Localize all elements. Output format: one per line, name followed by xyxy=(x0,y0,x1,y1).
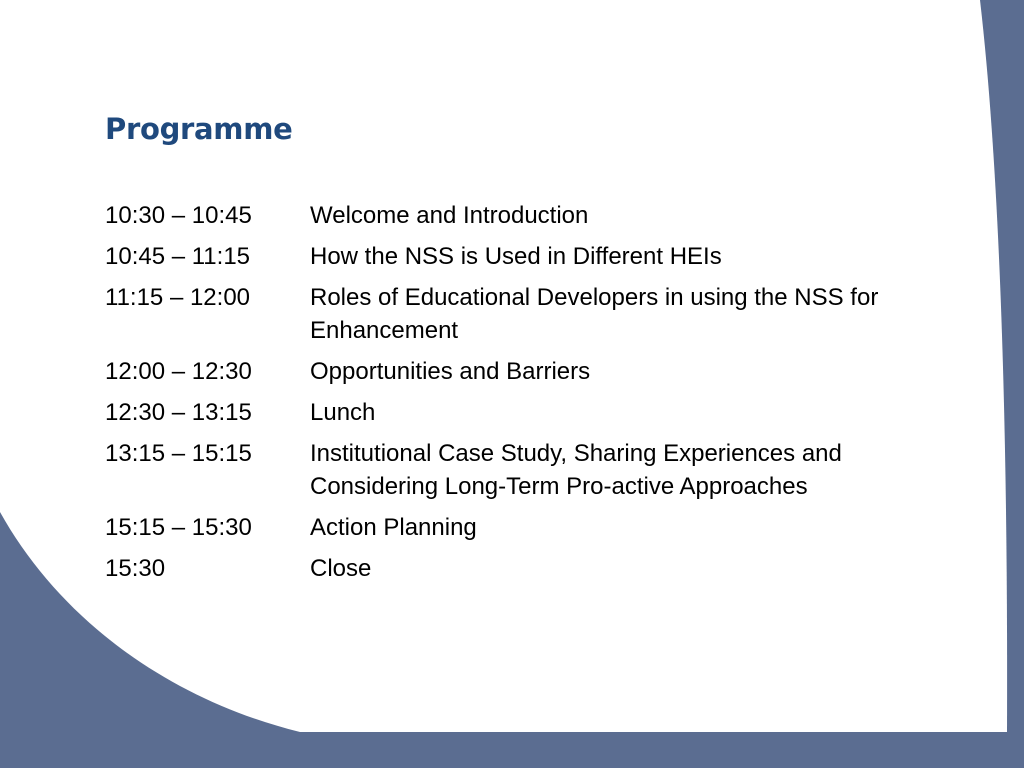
agenda-time: 10:45 – 11:15 xyxy=(105,243,251,270)
agenda-activity: Roles of Educational Developers in using the NSS for Enhancement xyxy=(310,284,879,344)
agenda-row xyxy=(105,552,965,585)
agenda-time: 12:00 – 12:30 xyxy=(105,358,252,385)
agenda-time: 10:30 – 10:45 xyxy=(105,202,252,229)
slide-title: Programme xyxy=(105,112,293,146)
agenda-activity: Action Planning xyxy=(310,514,477,541)
agenda-row xyxy=(105,281,965,347)
agenda-row xyxy=(105,199,965,232)
agenda-row xyxy=(105,240,965,273)
agenda-list xyxy=(105,199,965,593)
agenda-row xyxy=(105,437,965,503)
agenda-row xyxy=(105,511,965,544)
agenda-activity: Institutional Case Study, Sharing Experiences and Considering Long-Term Pro-active Approaches xyxy=(310,440,842,500)
agenda-row xyxy=(105,396,965,429)
agenda-activity: Close xyxy=(310,555,372,582)
agenda-activity: Welcome and Introduction xyxy=(310,202,589,229)
agenda-time: 11:15 – 12:00 xyxy=(105,284,251,311)
agenda-time: 12:30 – 13:15 xyxy=(105,399,252,426)
agenda-activity: How the NSS is Used in Different HEIs xyxy=(310,243,722,270)
agenda-time: 13:15 – 15:15 xyxy=(105,440,252,467)
agenda-time: 15:15 – 15:30 xyxy=(105,514,252,541)
agenda-activity: Lunch xyxy=(310,399,376,426)
agenda-row xyxy=(105,355,965,388)
agenda-time: 15:30 xyxy=(105,555,166,582)
agenda-activity: Opportunities and Barriers xyxy=(310,358,591,385)
